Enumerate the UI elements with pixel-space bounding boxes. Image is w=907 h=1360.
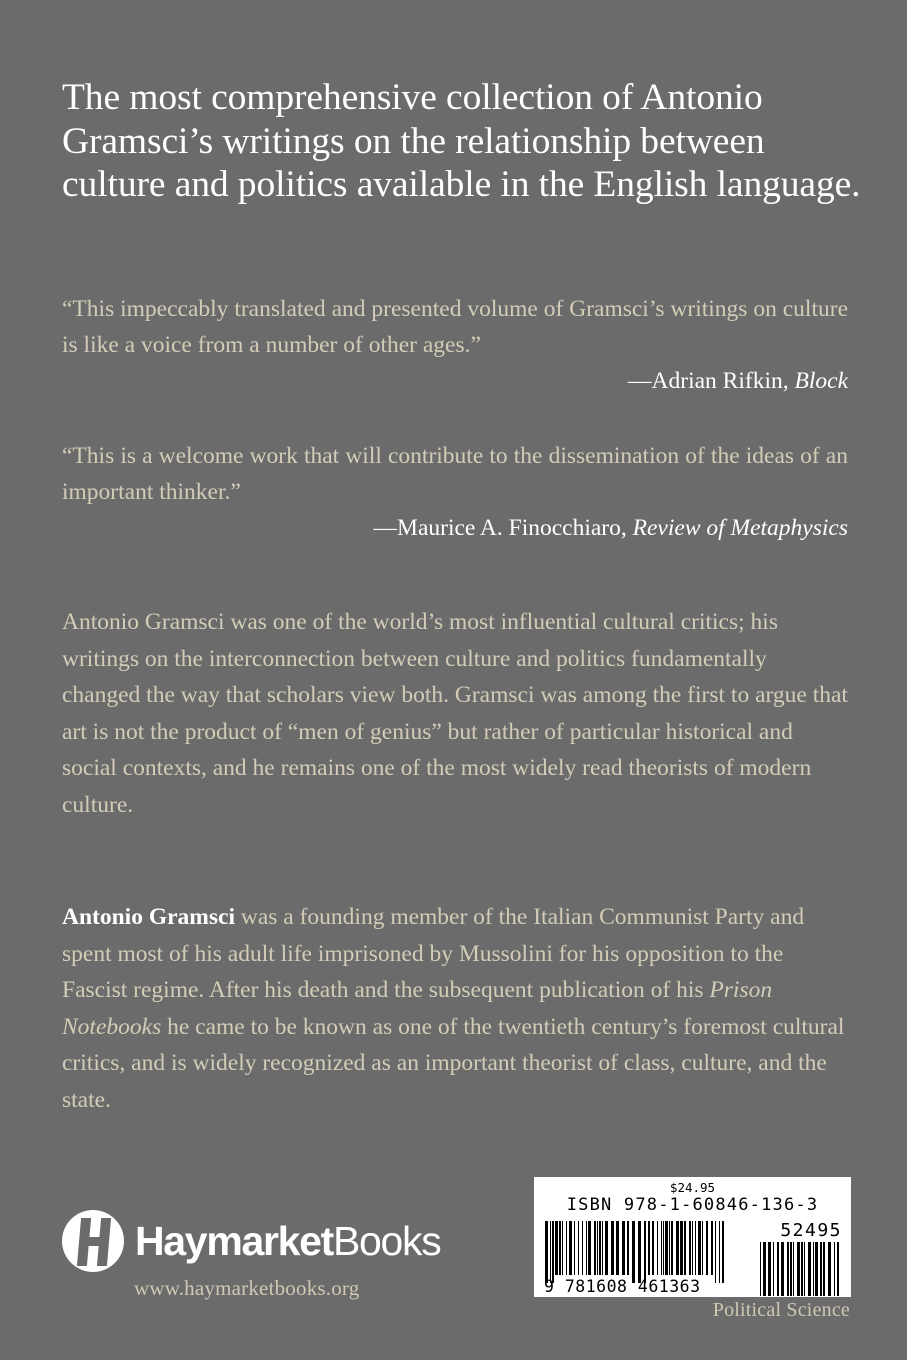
barcode-graphics (543, 1215, 842, 1295)
headline-text: The most comprehensive collection of Antonio Gramsci’s writings on the relationship between culture and politics available in the English language. (62, 77, 861, 205)
barcode-ean13-digits: 9 781608 461363 (544, 1277, 701, 1296)
barcode-isbn-number: 978-1-60846-136-3 (623, 1195, 819, 1215)
barcode-isbn-line (543, 1195, 842, 1215)
author-bio-text-part-1: was a founding member of the Italian Communist Party and spent most of his adult life imprisoned by Mussolini for his opposition to the Fascist regime. After his death and the subsequent publication of his (62, 904, 805, 1003)
review-quote-2-text: “This is a welcome work that will contribute to the dissemination of the ideas of an important thinker.” (62, 443, 848, 505)
review-quote-2 (62, 439, 848, 547)
publisher-logo-row (62, 1210, 462, 1272)
barcode-panel (534, 1177, 851, 1297)
barcode-isbn-label: ISBN (566, 1195, 613, 1215)
author-bio-paragraph (62, 899, 848, 1118)
review-quote-1 (62, 292, 848, 400)
publisher-wordmark-light: Books (333, 1217, 441, 1264)
barcode-ean13 (545, 1221, 741, 1296)
barcode-supplement-digits: 52495 (780, 1220, 842, 1241)
author-name: Antonio Gramsci (62, 904, 235, 930)
publisher-url[interactable]: www.haymarketbooks.org (134, 1276, 360, 1300)
logo-h-crossbar (82, 1237, 108, 1246)
review-quote-1-attribution-source: Block (794, 368, 848, 394)
description-paragraph: Antonio Gramsci was one of the world’s most influential cultural critics; his writings on the interconnection between culture and politics fundamentally changed the way that scholars view both. Gramsci was among the first to argue that art is not the product of “men of genius” but rather of particular historical and social contexts, and he remains one of the most widely read theorists of modern culture. (62, 609, 848, 818)
barcode-ean13-bars (545, 1221, 741, 1275)
review-quote-2-attribution-source: Review of Metaphysics (632, 515, 848, 541)
review-quote-1-attribution (62, 364, 848, 400)
review-quote-2-attribution-name: —Maurice A. Finocchiaro, (373, 515, 633, 541)
publisher-wordmark (135, 1217, 441, 1264)
review-quote-2-attribution (62, 511, 848, 547)
review-quote-1-attribution-name: —Adrian Rifkin, (628, 368, 795, 394)
barcode-supplement (760, 1221, 842, 1296)
author-bio-text-part-2: he came to be known as one of the twentieth century’s foremost cultural critics, and is widely recognized as an important theorist of class, culture, and the state. (62, 1013, 845, 1113)
publisher-block (62, 1210, 462, 1300)
barcode-supplement-bars (760, 1242, 842, 1296)
prison-notebooks-title: Prison Notebooks (62, 977, 773, 1040)
barcode-price: $24.95 (669, 1180, 716, 1195)
haymarket-h-circle-logo-icon (62, 1210, 124, 1272)
category-label: Political Science (712, 1299, 850, 1321)
review-quote-1-text: “This impeccably translated and presented volume of Gramsci’s writings on culture is like a voice from a number of other ages.” (62, 296, 848, 358)
publisher-wordmark-bold: Haymarket (135, 1217, 333, 1264)
